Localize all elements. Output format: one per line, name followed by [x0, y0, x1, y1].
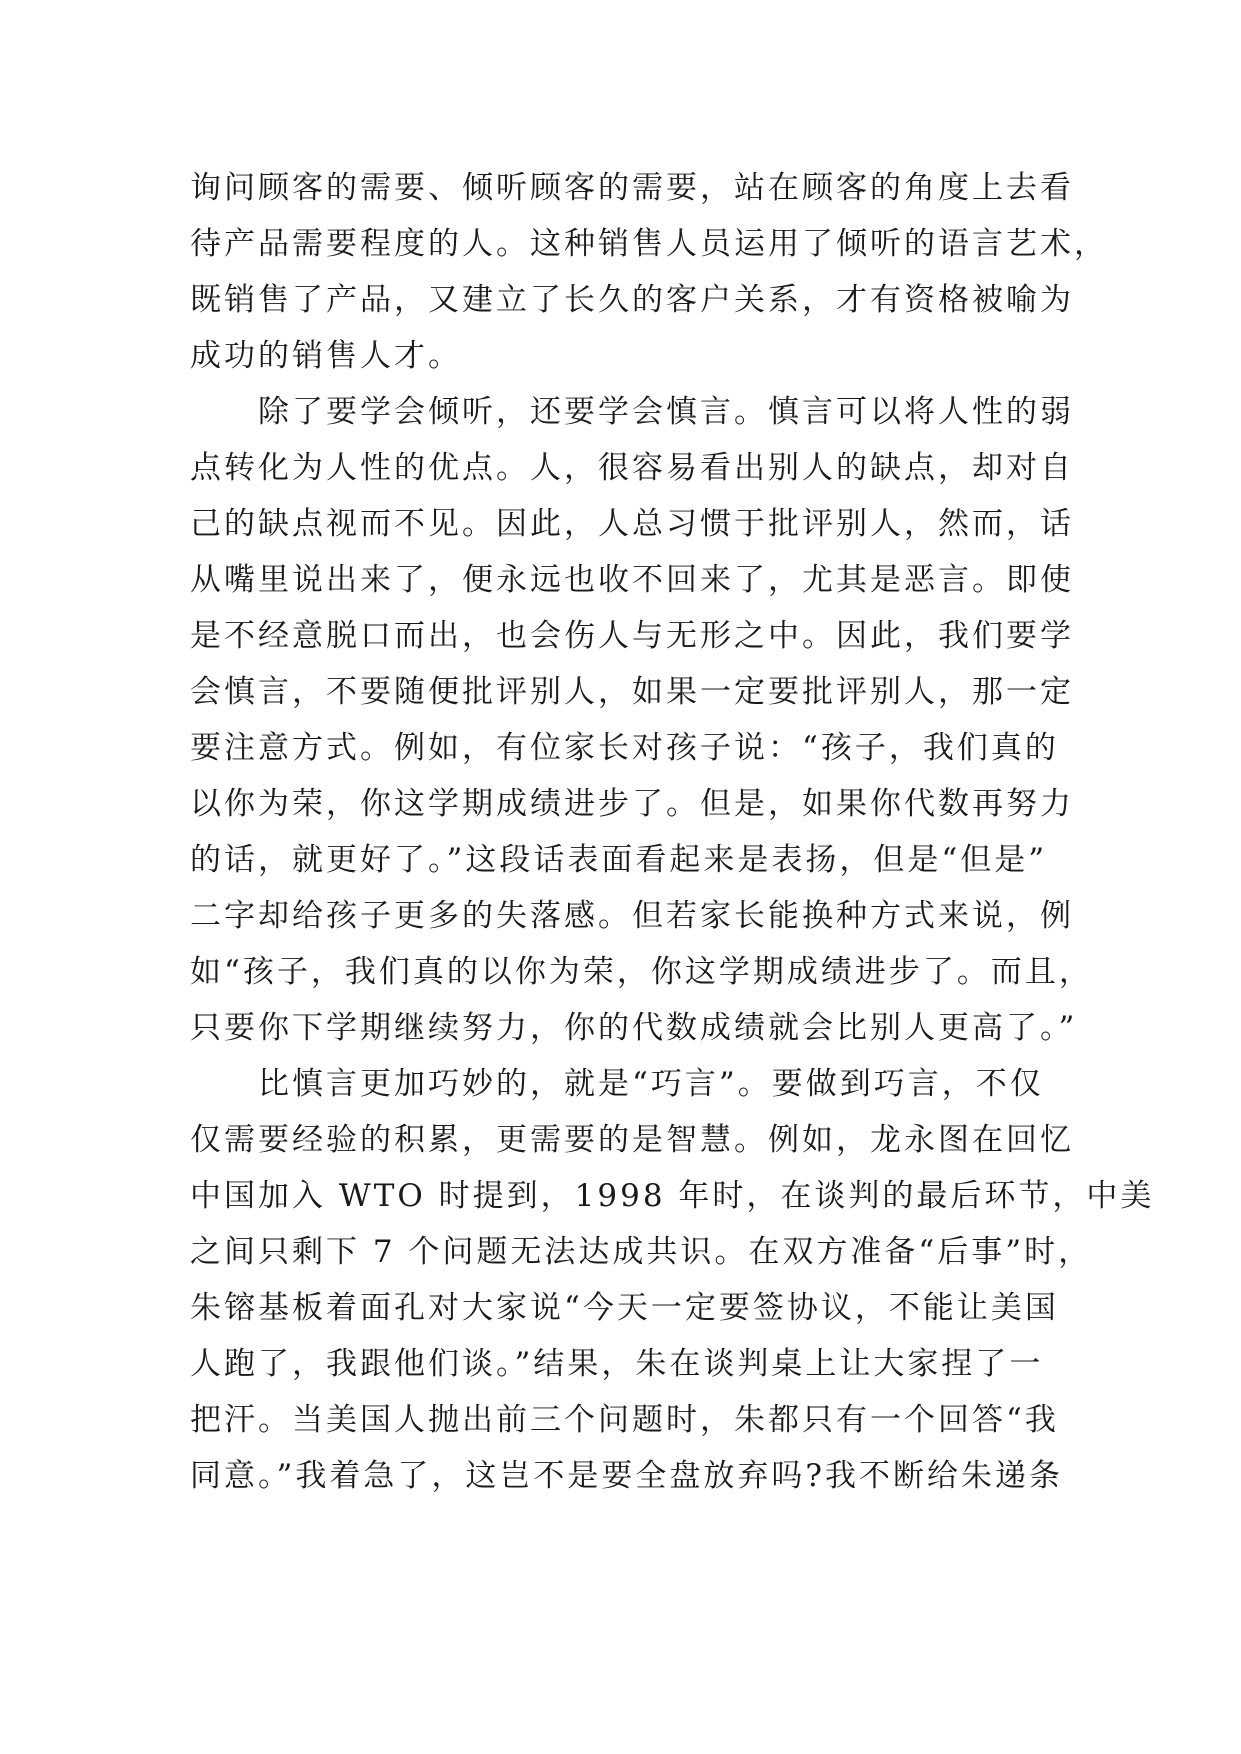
text-line: 人跑了，我跟他们谈。”结果，朱在谈判桌上让大家捏了一 [190, 1346, 1044, 1382]
text-line: 己的缺点视而不见。因此，人总习惯于批评别人，然而，话 [190, 506, 1074, 542]
text-line: 从嘴里说出来了，便永远也收不回来了，尤其是恶言。即使 [190, 562, 1074, 598]
text-line: 点转化为人性的优点。人，很容易看出别人的缺点，却对自 [190, 450, 1074, 486]
body-text [190, 160, 1155, 1504]
text-line: 之间只剩下 7 个问题无法达成共识。在双方准备“后事”时， [190, 1234, 1093, 1270]
text-line: 要注意方式。例如，有位家长对孩子说：“孩子，我们真的 [190, 730, 1059, 766]
text-line: 同意。”我着急了，这岂不是要全盘放弃吗?我不断给朱递条 [190, 1458, 1063, 1494]
text-line: 把汗。当美国人抛出前三个问题时，朱都只有一个回答“我 [190, 1402, 1059, 1438]
text-line: 成功的销售人才。 [190, 338, 462, 374]
text-line: 会慎言，不要随便批评别人，如果一定要批评别人，那一定 [190, 674, 1074, 710]
text-line: 待产品需要程度的人。这种销售人员运用了倾听的语言艺术， [190, 226, 1108, 262]
paragraph-first-line: 除了要学会倾听，还要学会慎言。慎言可以将人性的弱 [258, 394, 1074, 430]
text-line: 是不经意脱口而出，也会伤人与无形之中。因此，我们要学 [190, 618, 1074, 654]
text-line: 中国加入 WTO 时提到，1998 年时，在谈判的最后环节，中美 [190, 1178, 1155, 1214]
text-line: 既销售了产品，又建立了长久的客户关系，才有资格被喻为 [190, 282, 1074, 318]
text-line: 只要你下学期继续努力，你的代数成绩就会比别人更高了。” [190, 1010, 1078, 1046]
text-line: 如“孩子，我们真的以你为荣，你这学期成绩进步了。而且， [190, 954, 1093, 990]
text-line: 二字却给孩子更多的失落感。但若家长能换种方式来说，例 [190, 898, 1074, 934]
text-line: 仅需要经验的积累，更需要的是智慧。例如，龙永图在回忆 [190, 1122, 1074, 1158]
text-line: 的话，就更好了。”这段话表面看起来是表扬，但是“但是” [190, 842, 1048, 878]
text-line: 朱镕基板着面孔对大家说“今天一定要签协议，不能让美国 [190, 1290, 1059, 1326]
text-line: 以你为荣，你这学期成绩进步了。但是，如果你代数再努力 [190, 786, 1074, 822]
paragraph-first-line: 比慎言更加巧妙的，就是“巧言”。要做到巧言，不仅 [258, 1066, 1044, 1102]
text-line: 询问顾客的需要、倾听顾客的需要，站在顾客的角度上去看 [190, 170, 1074, 206]
